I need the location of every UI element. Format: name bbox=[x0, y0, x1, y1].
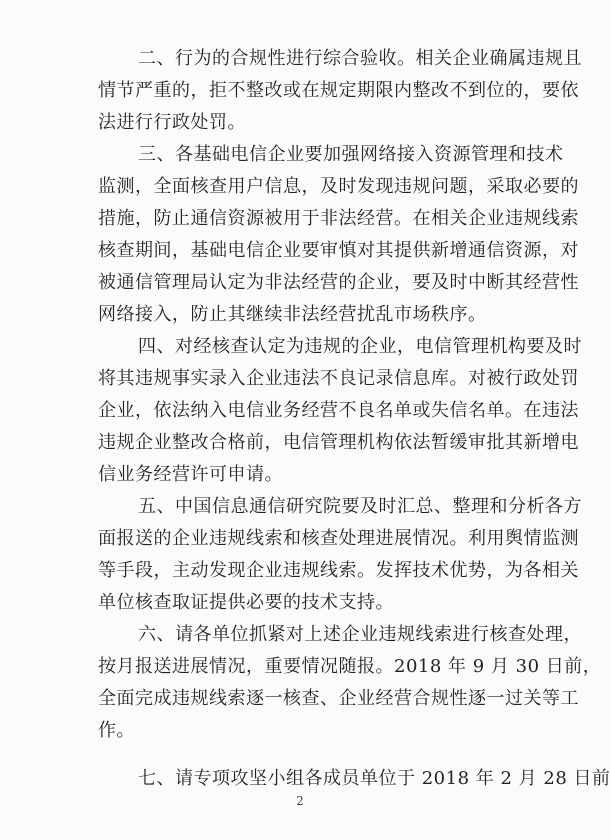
text-line: 将其违规事实录入企业违法不良记录信息库。对被行政处罚 bbox=[98, 368, 579, 389]
text-line: 单位核查取证提供必要的技术支持。 bbox=[98, 592, 394, 613]
text-line: 信业务经营许可申请。 bbox=[98, 464, 283, 485]
text-line: 监测，全面核查用户信息，及时发现违规问题，采取必要的 bbox=[98, 176, 579, 197]
text-line: 法进行行政处罚。 bbox=[98, 112, 246, 133]
text-line: 等手段，主动发现企业违规线索。发挥技术优势，为各相关 bbox=[98, 560, 579, 581]
text-line: 面报送的企业违规线索和核查处理进展情况。利用舆情监测 bbox=[98, 528, 579, 549]
paragraph-7 bbox=[98, 763, 611, 795]
text-line: 违规企业整改合格前，电信管理机构依法暂缓审批其新增电 bbox=[98, 432, 579, 453]
text-line: 核查期间，基础电信企业要审慎对其提供新增通信资源，对 bbox=[98, 240, 579, 261]
text-line: 按月报送进展情况，重要情况随报。2018 年 9 月 30 日前， bbox=[98, 656, 602, 677]
text-line: 三、各基础电信企业要加强网络接入资源管理和技术 bbox=[138, 144, 564, 165]
paragraph-4 bbox=[98, 331, 582, 491]
text-line: 六、请各单位抓紧对上述企业违规线索进行核查处理， bbox=[138, 624, 582, 645]
text-line: 企业，依法纳入电信业务经营不良名单或失信名单。在违法 bbox=[98, 400, 579, 421]
paragraph-5 bbox=[98, 491, 582, 619]
text-line: 四、对经核查认定为违规的企业，电信管理机构要及时 bbox=[138, 336, 582, 357]
paragraph-2 bbox=[98, 43, 582, 139]
text-line: 二、行为的合规性进行综合验收。相关企业确属违规且 bbox=[138, 48, 582, 69]
text-line: 网络接入，防止其继续非法经营扰乱市场秩序。 bbox=[98, 304, 487, 325]
text-line: 措施，防止通信资源被用于非法经营。在相关企业违规线索 bbox=[98, 208, 579, 229]
text-line: 作。 bbox=[98, 720, 135, 741]
text-line: 被通信管理局认定为非法经营的企业，要及时中断其经营性 bbox=[98, 272, 579, 293]
text-line: 情节严重的，拒不整改或在规定期限内整改不到位的，要依 bbox=[98, 80, 579, 101]
text-line: 七、请专项攻坚小组各成员单位于 2018 年 2 月 28 日前 bbox=[138, 768, 611, 789]
page-number: 2 bbox=[296, 794, 304, 808]
text-line: 全面完成违规线索逐一核查、企业经营合规性逐一过关等工 bbox=[98, 688, 579, 709]
paragraph-6 bbox=[98, 619, 602, 747]
paragraph-3 bbox=[98, 139, 579, 331]
text-line: 五、中国信息通信研究院要及时汇总、整理和分析各方 bbox=[138, 496, 582, 517]
